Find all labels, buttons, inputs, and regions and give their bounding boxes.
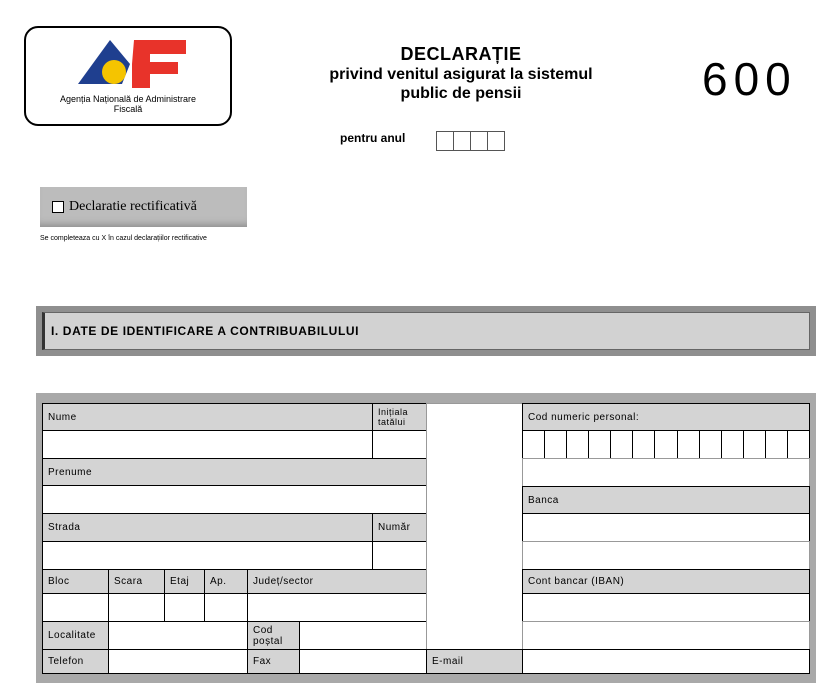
cnp-digit-box[interactable] (700, 431, 722, 458)
cod-postal-label-line2: poștal (253, 635, 283, 647)
cnp-digit-box[interactable] (633, 431, 655, 458)
numar-field[interactable] (372, 541, 427, 570)
rectificativa-note: Se completeaza cu X în cazul declarațiilor rectificative (40, 235, 207, 242)
logo-caption-line1: Agenția Națională de Administrare (59, 94, 197, 104)
logo-caption-line2: Fiscală (113, 104, 143, 114)
prenume-field[interactable] (42, 485, 427, 514)
email-field[interactable] (522, 649, 810, 674)
cnp-digit-box[interactable] (567, 431, 589, 458)
banca-label: Banca (522, 486, 810, 514)
cnp-digit-boxes[interactable] (523, 431, 809, 458)
cnp-digit-box[interactable] (744, 431, 766, 458)
anaf-logo-icon (74, 34, 194, 94)
telefon-label: Telefon (42, 649, 109, 674)
email-label: E-mail (426, 649, 523, 674)
initiala-label (372, 403, 427, 431)
judet-label: Județ/sector (247, 569, 427, 594)
logo-caption (26, 94, 230, 114)
ap-label: Ap. (204, 569, 248, 594)
right-spacer-1 (522, 458, 810, 487)
localitate-field[interactable] (108, 621, 248, 650)
right-spacer-2 (522, 541, 810, 570)
title-line3: public de pensii (400, 85, 522, 102)
cnp-digit-box[interactable] (788, 431, 809, 458)
cnp-digit-box[interactable] (678, 431, 700, 458)
bloc-label: Bloc (42, 569, 109, 594)
year-digit-box[interactable] (453, 131, 471, 151)
section-header (36, 306, 816, 356)
nume-field[interactable] (42, 430, 373, 459)
form-number: 600 (702, 53, 797, 105)
identification-form (36, 393, 816, 683)
rectificativa-label: Declaratie rectificativă (69, 199, 197, 214)
initiala-label-line2: tatălui (378, 417, 406, 427)
page-title (300, 44, 622, 103)
cnp-label: Cod numeric personal: (522, 403, 810, 431)
etaj-field[interactable] (164, 593, 205, 622)
rectificativa-option[interactable] (40, 187, 247, 227)
cnp-field[interactable] (522, 430, 810, 459)
prenume-label: Prenume (42, 458, 427, 486)
cnp-digit-box[interactable] (722, 431, 744, 458)
scara-label: Scara (108, 569, 165, 594)
section-title: I. DATE DE IDENTIFICARE A CONTRIBUABILULUI (42, 312, 810, 350)
telefon-field[interactable] (108, 649, 248, 674)
judet-field[interactable] (247, 593, 427, 622)
cnp-digit-box[interactable] (655, 431, 677, 458)
year-digit-box[interactable] (470, 131, 488, 151)
scara-field[interactable] (108, 593, 165, 622)
cnp-digit-box[interactable] (523, 431, 545, 458)
year-digit-box[interactable] (436, 131, 454, 151)
year-label: pentru anul (340, 131, 406, 145)
blank-column (426, 403, 523, 650)
fax-field[interactable] (299, 649, 427, 674)
strada-label: Strada (42, 513, 373, 542)
title-line2: privind venitul asigurat la sistemul (329, 66, 593, 83)
banca-field[interactable] (522, 513, 810, 542)
initiala-field[interactable] (372, 430, 427, 459)
right-spacer-3 (522, 621, 810, 650)
nume-label: Nume (42, 403, 373, 431)
fax-label: Fax (247, 649, 300, 674)
ap-field[interactable] (204, 593, 248, 622)
cod-postal-label (247, 621, 300, 650)
strada-field[interactable] (42, 541, 373, 570)
cnp-digit-box[interactable] (611, 431, 633, 458)
localitate-label: Localitate (42, 621, 109, 650)
anaf-logo (24, 26, 232, 126)
etaj-label: Etaj (164, 569, 205, 594)
year-input[interactable] (437, 131, 505, 151)
year-digit-box[interactable] (487, 131, 505, 151)
cont-label: Cont bancar (IBAN) (522, 569, 810, 594)
title-line1: DECLARAȚIE (400, 44, 522, 64)
cnp-digit-box[interactable] (766, 431, 788, 458)
cont-field[interactable] (522, 593, 810, 622)
rectificativa-checkbox[interactable] (52, 201, 64, 213)
cnp-digit-box[interactable] (589, 431, 611, 458)
cod-postal-field[interactable] (299, 621, 427, 650)
initiala-label-line1: Inițiala (378, 407, 409, 417)
cnp-digit-box[interactable] (545, 431, 567, 458)
cod-postal-label-line1: Cod (253, 624, 273, 636)
numar-label: Număr (372, 513, 427, 542)
bloc-field[interactable] (42, 593, 109, 622)
